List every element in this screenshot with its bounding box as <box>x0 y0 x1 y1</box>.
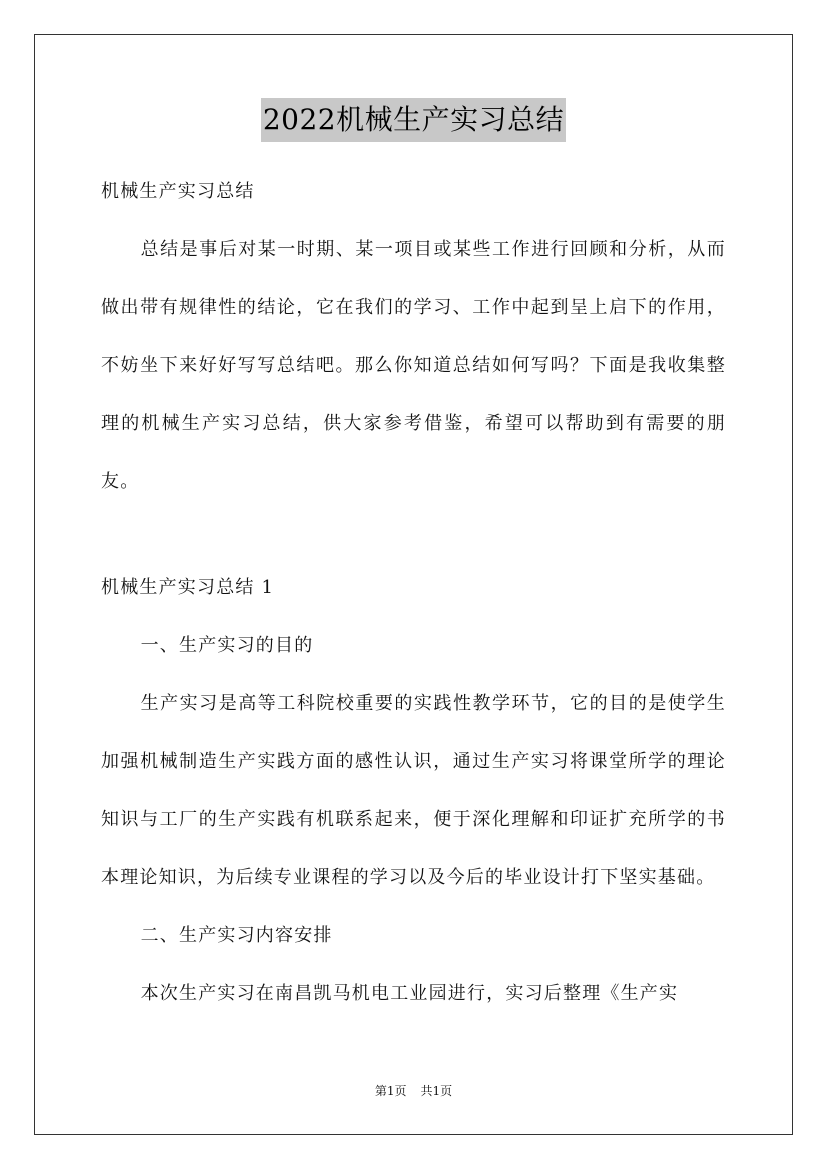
page-total: 共1页 <box>420 1084 453 1098</box>
section-heading-arrangement: 二、生产实习内容安排 <box>140 925 333 946</box>
section-title: 机械生产实习总结 1 <box>101 577 275 598</box>
arrangement-paragraph: 本次生产实习在南昌凯马机电工业园进行，实习后整理《生产实 <box>140 983 679 1004</box>
document-title: 2022机械生产实习总结 <box>261 98 566 142</box>
document-body <box>101 163 726 1023</box>
page-footer <box>0 1083 827 1099</box>
section-gap <box>101 511 726 559</box>
purpose-paragraph: 生产实习是高等工科院校重要的实践性教学环节，它的目的是使学生加强机械制造生产实践方面的感性认识，通过生产实习将课堂所学的理论知识与工厂的生产实践有机联系起来，便于深化理解和印证扩充所学的书本理论知识，为后续专业课程的学习以及今后的毕业设计打下坚实基础。 <box>101 693 726 888</box>
page-number: 第1页 <box>374 1084 407 1098</box>
title-container <box>0 98 827 142</box>
section-heading-purpose: 一、生产实习的目的 <box>140 635 314 656</box>
document-subtitle: 机械生产实习总结 <box>101 181 255 202</box>
intro-paragraph: 总结是事后对某一时期、某一项目或某些工作进行回顾和分析，从而做出带有规律性的结论，它在我们的学习、工作中起到呈上启下的作用，不妨坐下来好好写写总结吧。那么你知道总结如何写吗？下面是我收集整理的机械生产实习总结，供大家参考借鉴，希望可以帮助到有需要的朋友。 <box>101 239 726 492</box>
